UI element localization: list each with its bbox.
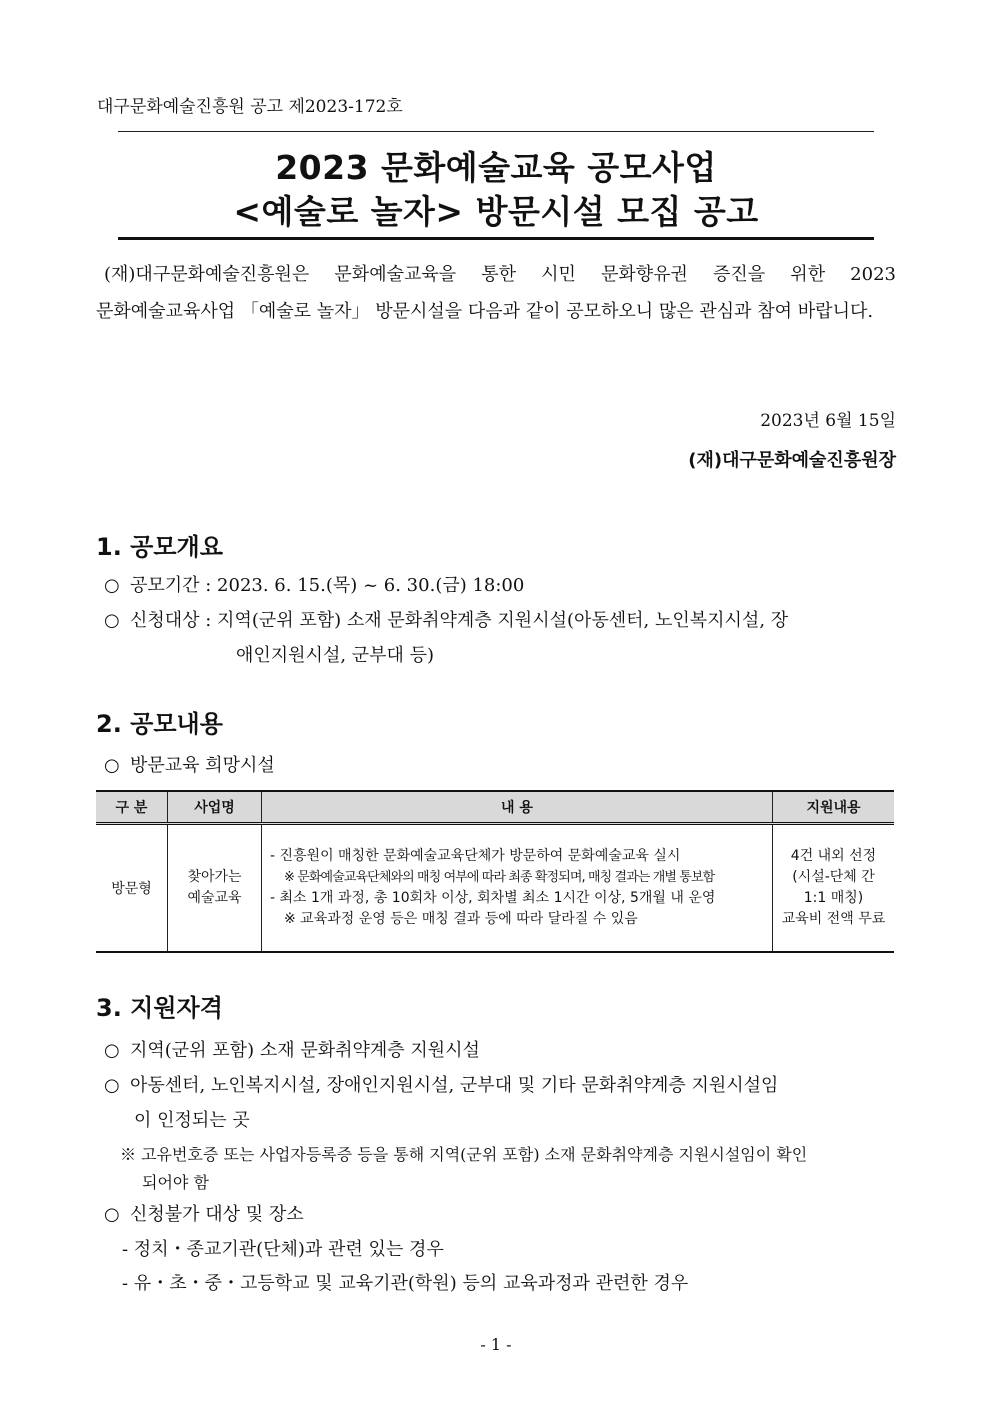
table-row — [96, 824, 894, 953]
eligibility-item — [104, 1033, 896, 1068]
period-text: 공모기간 : 2023. 6. 15.(목) ~ 6. 30.(금) 18:00 — [130, 575, 525, 596]
overview-period — [104, 568, 896, 603]
content-note: ※ 문화예술교육단체와의 매칭 여부에 따라 최종 확정되며, 매칭 결과는 개별 통보함 — [284, 870, 715, 885]
section-heading-content: 2. 공모내용 — [96, 710, 223, 738]
col-header-program: 사업명 — [168, 791, 262, 824]
col-header-support: 지원내용 — [773, 791, 895, 824]
ineligible-heading — [104, 1197, 896, 1232]
content-line: - 최소 1개 과정, 총 10회차 이상, 회차별 최소 1시간 이상, 5개월 내 운영 — [270, 890, 716, 906]
issuer-name: (재)대구문화예술진흥원장 — [688, 450, 896, 471]
table-header-row — [96, 791, 894, 824]
col-header-type: 구 분 — [96, 791, 168, 824]
support-line: 4건 내외 선정 — [790, 848, 877, 864]
section-heading-eligibility: 3. 지원자격 — [96, 994, 223, 1022]
support-line: 1:1 매칭) — [803, 890, 864, 906]
bullet-circle-icon: ○ — [104, 610, 120, 631]
cell-content — [262, 824, 773, 953]
eligibility-text: 아동센터, 노인복지시설, 장애인지원시설, 군부대 및 기타 문화취약계층 지원시설임 — [130, 1075, 779, 1096]
cell-support — [773, 824, 895, 953]
page-title-line1: 2023 문화예술교육 공모사업 — [275, 148, 717, 187]
subheading-text: 방문교육 희망시설 — [130, 755, 275, 776]
program-table — [96, 790, 894, 953]
section-heading-overview: 1. 공모개요 — [96, 533, 223, 561]
eligibility-text-continued: 이 인정되는 곳 — [134, 1110, 250, 1131]
page-number: - 1 - — [480, 1335, 512, 1354]
bullet-circle-icon: ○ — [104, 755, 120, 776]
cell-program — [168, 824, 262, 953]
target-text: 신청대상 : 지역(군위 포함) 소재 문화취약계층 지원시설(아동센터, 노인복지시설, 장 — [130, 610, 789, 631]
eligibility-note: ※ 고유번호증 또는 사업자등록증 등을 통해 지역(군위 포함) 소재 문화취약계층 지원시설임이 확인 — [120, 1145, 808, 1164]
bullet-circle-icon: ○ — [104, 1040, 120, 1061]
ineligible-text: 신청불가 대상 및 장소 — [130, 1204, 304, 1225]
header-divider — [118, 131, 874, 132]
target-text-continued: 애인지원시설, 군부대 등) — [236, 645, 435, 666]
notice-date: 2023년 6월 15일 — [760, 411, 896, 431]
content-note: ※ 교육과정 운영 등은 매칭 결과 등에 따라 달라질 수 있음 — [284, 911, 638, 927]
program-line1: 찾아가는 — [187, 869, 242, 885]
bullet-circle-icon: ○ — [104, 1204, 120, 1225]
content-subheading — [104, 748, 896, 783]
page-title-line2: <예술로 놀자> 방문시설 모집 공고 — [233, 192, 759, 231]
intro-paragraph: (재)대구문화예술진흥원은 문화예술교육을 통한 시민 문화향유권 증진을 위한 2023 문화예술교육사업 「예술로 놀자」 방문시설을 다음과 같이 공모하오니 많은 관심과 참여 바랍니다. — [96, 264, 896, 322]
overview-target — [104, 603, 896, 638]
ineligible-sub-item: - 유・초・중・고등학교 및 교육기관(학원) 등의 교육과정과 관련한 경우 — [122, 1273, 689, 1294]
eligibility-item — [104, 1068, 896, 1103]
notice-number: 대구문화예술진흥원 공고 제2023-172호 — [97, 97, 403, 117]
program-line2: 예술교육 — [187, 890, 242, 906]
support-line: (시설-단체 간 — [792, 869, 875, 885]
support-line: 교육비 전액 무료 — [781, 911, 886, 927]
ineligible-sub-item: - 정치・종교기관(단체)과 관련 있는 경우 — [122, 1239, 444, 1260]
cell-type: 방문형 — [96, 824, 168, 953]
col-header-content: 내 용 — [262, 791, 773, 824]
title-divider — [118, 237, 874, 240]
content-line: - 진흥원이 매칭한 문화예술교육단체가 방문하여 문화예술교육 실시 — [270, 848, 681, 864]
bullet-circle-icon: ○ — [104, 575, 120, 596]
eligibility-note-continued: 되어야 함 — [142, 1173, 209, 1192]
bullet-circle-icon: ○ — [104, 1075, 120, 1096]
eligibility-text: 지역(군위 포함) 소재 문화취약계층 지원시설 — [130, 1040, 480, 1061]
